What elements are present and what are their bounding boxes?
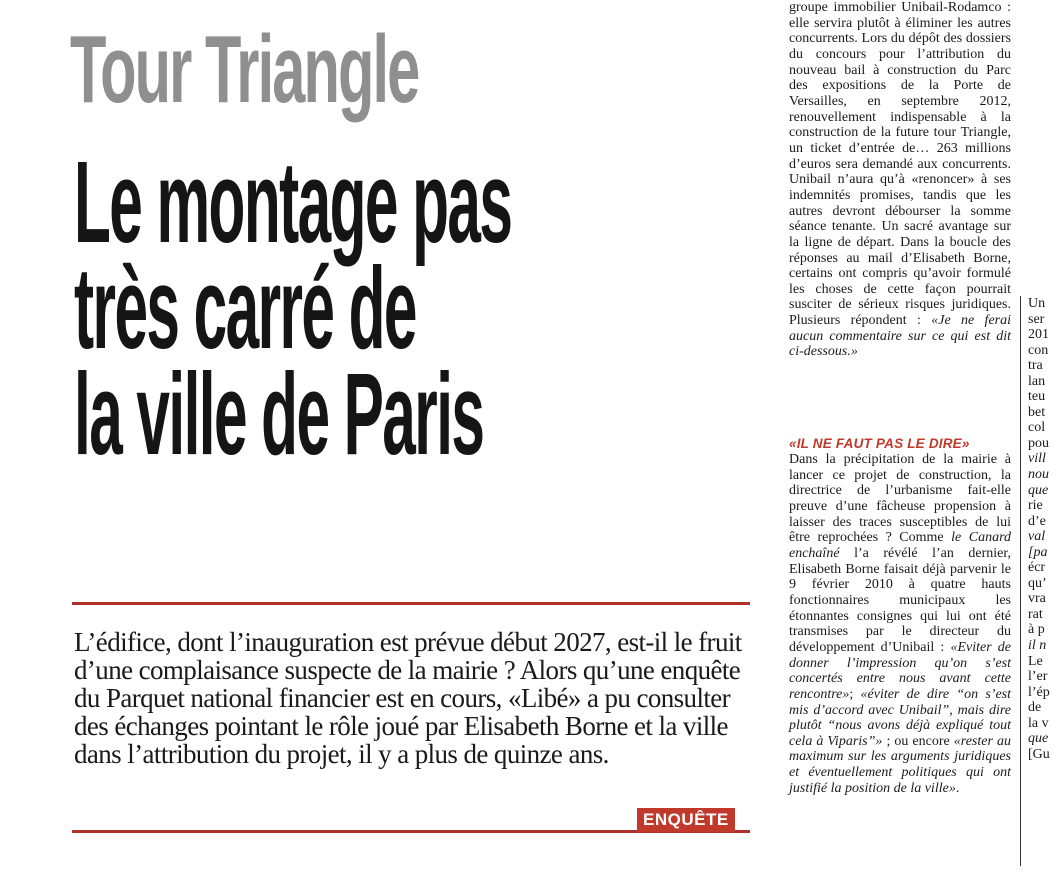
- body-column-3: [1028, 296, 1058, 762]
- top-rule: [72, 602, 750, 605]
- column2-p2: l’a révélé l’an dernier, Elisabeth Borne faisait déjà parvenir le 9 février 2010 à quatre hauts fonctionnaires municipaux les étonnantes consignes qui lui ont été transmises par le directeur du développement d’Unibail :: [789, 545, 1012, 655]
- column3-line: teu: [1028, 389, 1046, 405]
- headline-kicker: Tour Triangle: [70, 16, 419, 123]
- headline-line-2: très carré de: [74, 243, 416, 373]
- column3-line: val: [1028, 529, 1046, 545]
- column3-line: pou: [1028, 435, 1049, 451]
- column3-line: Le: [1028, 653, 1043, 669]
- column3-line: écr: [1028, 560, 1046, 576]
- column3-line: à p: [1028, 622, 1045, 638]
- headline-line-1: Le montage pas: [74, 137, 512, 267]
- column3-line: bet: [1028, 404, 1046, 420]
- column3-line: que: [1028, 482, 1049, 498]
- column3-line: ser: [1028, 311, 1045, 327]
- column3-line: lan: [1028, 373, 1046, 389]
- column1-quote: «Je ne ferai aucun commentaire sur ce qui est dit ci-dessous.»: [789, 313, 1011, 360]
- body-column-2: [789, 452, 1011, 796]
- body-column-1: [789, 0, 1011, 360]
- section-badge: ENQUÊTE: [637, 808, 735, 832]
- column3-line: la v: [1028, 715, 1049, 731]
- column3-line: 201: [1028, 327, 1049, 343]
- column-divider: [1020, 296, 1021, 866]
- column3-line: l’er: [1028, 669, 1048, 685]
- column2-quote-3: «rester au maximum sur les arguments juridiques et éventuellement politiques qui ont justifié la position de la ville»: [789, 733, 1011, 796]
- column3-line: de: [1028, 700, 1042, 716]
- column3-line: d’e: [1028, 513, 1046, 529]
- column3-line: col: [1028, 420, 1046, 436]
- column3-line: [Gu: [1028, 746, 1050, 762]
- column3-line: l’ép: [1028, 684, 1050, 700]
- standfirst: L’édifice, dont l’inauguration est prévue début 2027, est-il le fruit d’une complaisance suspecte de la mairie ? Alors qu’une enquête du Parquet national financier est en cours, «Libé» a pu consulter des échanges pointant le rôle joué par Elisabeth Borne et la ville dans l’attribution du projet, il y a plus de quinze ans.: [74, 627, 742, 769]
- column3-line: rat: [1028, 606, 1043, 622]
- column2-quote-1: «Eviter de donner l’impression qu’on s’est concertés entre nous avant cette rencontre»: [789, 639, 1011, 702]
- column3-line: vill: [1028, 451, 1046, 467]
- column3-line: nou: [1028, 467, 1049, 483]
- column3-line: Un: [1028, 296, 1046, 311]
- column1-text: groupe immobilier Unibail-Rodamco : elle servira plutôt à éliminer les autres concurrents. Lors du dépôt des dossiers du concours pour l’attribution du nouveau bail à construction du Parc des expositions de la Porte de Versailles, en septembre 2012, renouvellement indispensable à la construction de la future tour Triangle, un ticket d’entrée de… 263 millions d’euros sera demandé aux concurrents. Unibail n’aura qu’à «renoncer» à ses indemnités promises, tandis que les autres devront débourser la somme séance tenante. Un sacré avantage sur la ligne de départ. Dans la boucle des réponses au mail d’Elisabeth Borne, certains ont compris qu’avoir formulé les choses de cette façon pourrait susciter de sérieux risques juridiques. Plusieurs répondent :: [789, 0, 1011, 329]
- column3-line: que: [1028, 731, 1049, 747]
- subhead: «IL NE FAUT PAS LE DIRE»: [789, 436, 970, 451]
- column2-quote-2: «éviter de dire “on s’est mis d’accord avec Unibail”, mais dire plutôt “nous avons déjà expliqué tout cela à Viparis”»: [789, 686, 1011, 749]
- column3-line: tra: [1028, 358, 1043, 374]
- column3-line: [pa: [1028, 544, 1048, 560]
- column2-p1: Dans la précipitation de la mairie à lancer ce projet de construction, la directrice de l’urbanisme fait-elle preuve d’une fâcheuse propension à laisser des traces susceptibles de lui être reprochées ? Comme: [789, 452, 1011, 546]
- column3-line: qu’: [1028, 575, 1047, 591]
- column3-line: vra: [1028, 591, 1046, 607]
- column2-end: .: [955, 780, 960, 796]
- headline: [74, 137, 512, 479]
- column2-sep-2: ; ou encore: [882, 733, 954, 749]
- column3-line: rie: [1028, 498, 1043, 514]
- column2-publication: le Canard enchaîné: [789, 530, 1012, 561]
- column3-line: con: [1028, 342, 1049, 358]
- column2-sep-1: ;: [849, 686, 861, 702]
- column3-line: il n: [1028, 638, 1047, 654]
- headline-line-3: la ville de Paris: [74, 349, 484, 479]
